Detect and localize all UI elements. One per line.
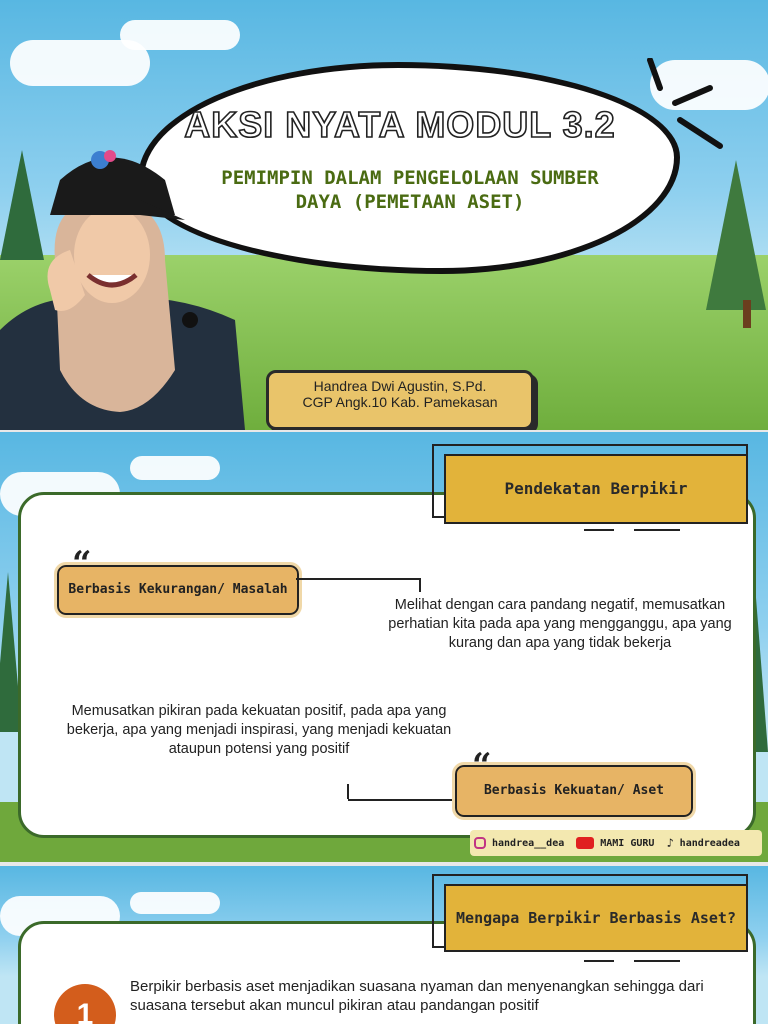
youtube-channel[interactable]: MAMI GURU — [600, 837, 655, 849]
section-heading: Pendekatan Berpikir — [444, 454, 748, 524]
tree-trunk — [743, 300, 751, 328]
social-bar — [470, 830, 762, 856]
cloud — [130, 456, 220, 480]
connector-line — [419, 578, 421, 592]
youtube-icon — [576, 837, 594, 849]
deficit-based-label: Berbasis Kekurangan/ Masalah — [54, 562, 302, 618]
tiktok-icon: ♪ — [666, 836, 674, 850]
pine-tree — [706, 160, 766, 310]
instagram-handle[interactable]: handrea__dea — [492, 837, 565, 849]
subtitle-line: DAYA (PEMETAAN ASET) — [295, 191, 525, 213]
asset-based-description: Memusatkan pikiran pada kekuatan positif, pada apa yang bekerja, apa yang menjadi inspirasi, yang menjadi kekuatan ataupun potensi yang positif — [66, 703, 452, 757]
page-title: AKSI NYATA MODUL 3.2 — [184, 104, 616, 145]
section-heading: Mengapa Berpikir Berbasis Aset? — [444, 884, 748, 952]
divider — [634, 960, 680, 962]
divider — [634, 529, 680, 531]
tiktok-handle[interactable]: handreadea — [679, 837, 740, 849]
point-number: 1 — [54, 984, 116, 1024]
connector-line — [296, 578, 420, 580]
author-card — [266, 370, 534, 430]
subtitle-line: PEMIMPIN DALAM PENGELOLAAN SUMBER — [221, 167, 599, 189]
asset-based-label: Berbasis Kekuatan/ Aset — [452, 762, 696, 820]
connector-line — [347, 784, 349, 799]
divider — [584, 529, 614, 531]
connector-line — [348, 799, 452, 801]
author-photo — [0, 140, 245, 430]
divider — [584, 960, 614, 962]
instagram-icon — [474, 837, 486, 849]
author-name: Handrea Dwi Agustin, S.Pd. — [313, 378, 487, 394]
approach-slide — [0, 432, 768, 862]
point-text: Berpikir berbasis aset menjadikan suasana nyaman dan menyenangkan sehingga dari suasana tersebut akan muncul pikiran atau pandangan positif — [130, 978, 704, 1014]
author-role: CGP Angk.10 Kab. Pamekasan — [302, 394, 498, 410]
why-asset-slide — [0, 866, 768, 1024]
title-slide — [0, 0, 768, 430]
cloud — [130, 892, 220, 914]
deficit-based-description: Melihat dengan cara pandang negatif, memusatkan perhatian kita pada apa yang mengganggu, apa yang kurang dan apa yang tidak bekerja — [388, 597, 732, 651]
cloud — [120, 20, 240, 50]
